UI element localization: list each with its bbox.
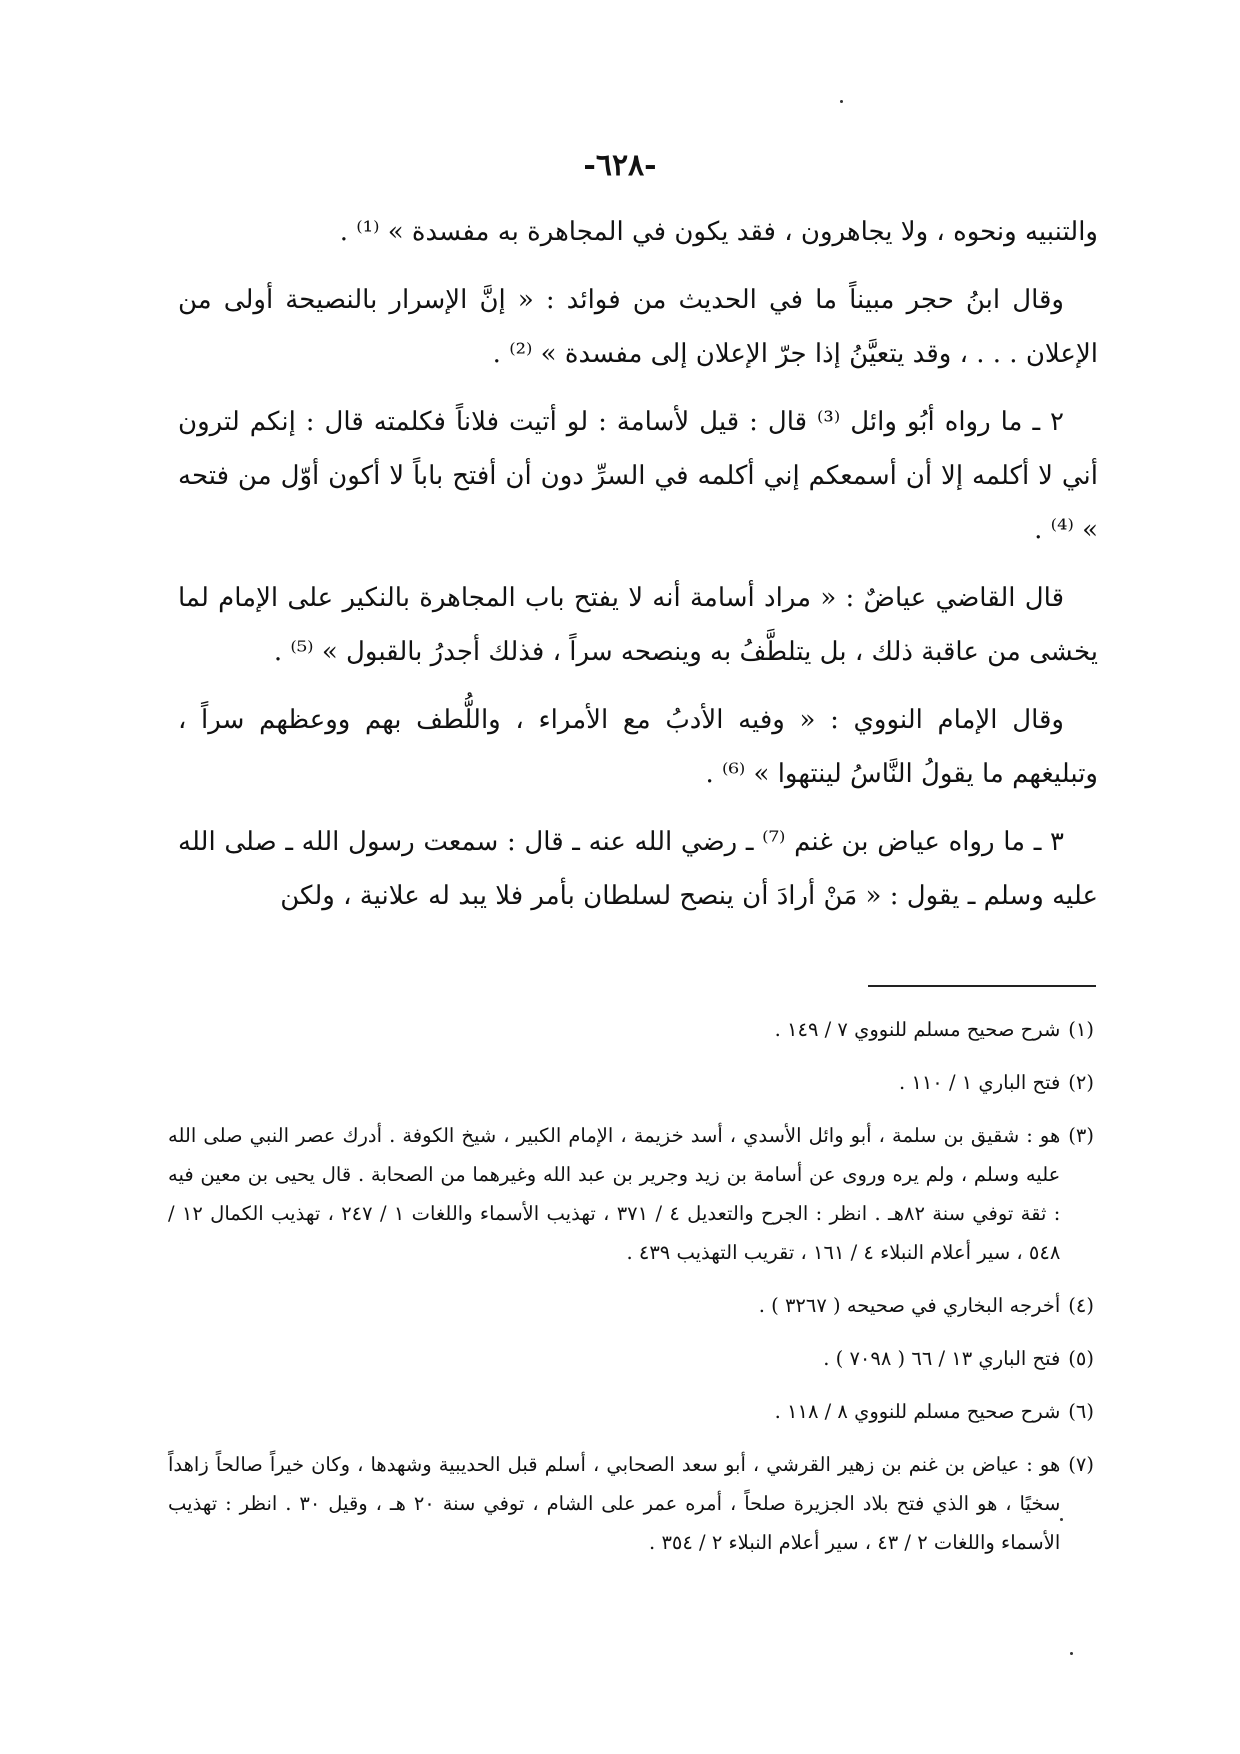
footnote-text: هو : عياض بن غنم بن زهير القرشي ، أبو سعد الصحابي ، أسلم قبل الحديبية وشهدها ، وكان خيراً صالحاً زاهداً سخيًا ، هو الذي فتح بلاد الجزيرة صلحاً ، أمره عمر على الشام ، توفي سنة ٢٠ هـ ، وقيل ٣٠ . انظر : تهذيب الأسماء واللغات ٢ / ٤٣ ، سير أعلام النبلاء ٢ / ٣٥٤ . <box>168 1453 1061 1554</box>
footnote-number: (٢) <box>1068 1071 1094 1094</box>
paragraph: والتنبيه ونحوه ، ولا يجاهرون ، فقد يكون في المجاهرة به مفسدة » ⁽¹⁾ . <box>339 217 1098 247</box>
scan-speck <box>840 100 843 103</box>
paragraph: قال القاضي عياضٌ : « مراد أسامة أنه لا يفتح باب المجاهرة بالنكير على الإمام لما يخشى من عاقبة ذلك ، بل يتلطَّفُ به وينصحه سراً ، فذلك أجدرُ بالقبول » ⁽⁵⁾ . <box>178 583 1098 667</box>
footnote-text: فتح الباري ١٣ / ٦٦ ( ٧٠٩٨ ) . <box>823 1347 1061 1370</box>
footnote-number: (٥) <box>1068 1347 1094 1370</box>
footnote-number: (١) <box>1068 1018 1094 1041</box>
paragraph: وقال الإمام النووي : « وفيه الأدبُ مع الأمراء ، واللُّطف بهم ووعظهم سراً ، وتبليغهم ما يقولُ النَّاسُ لينتهوا » ⁽⁶⁾ . <box>178 705 1098 789</box>
footnote-text: فتح الباري ١ / ١١٠ . <box>898 1071 1061 1094</box>
footnote <box>168 1339 1094 1378</box>
scan-speck <box>1070 1652 1073 1655</box>
paragraph: ٣ ـ ما رواه عياض بن غنم ⁽⁷⁾ ـ رضي الله عنه ـ قال : سمعت رسول الله ـ صلى الله عليه وسلم ـ يقول : « مَنْ أرادَ أن ينصح لسلطان بأمر فلا يبد له علانية ، ولكن <box>178 827 1098 911</box>
footnotes <box>168 1010 1094 1576</box>
footnote <box>168 1063 1094 1102</box>
footnote <box>168 1286 1094 1325</box>
footnote-number: (٣) <box>1068 1124 1094 1147</box>
page-number: -٦٢٨- <box>583 148 657 183</box>
footnote <box>168 1010 1094 1049</box>
footnote-text: أخرجه البخاري في صحيحه ( ٣٢٦٧ ) . <box>758 1294 1061 1317</box>
footnote-text: شرح صحيح مسلم للنووي ٨ / ١١٨ . <box>774 1400 1061 1423</box>
scan-speck <box>1060 1518 1063 1521</box>
footnote <box>168 1116 1094 1272</box>
footnote-text: هو : شقيق بن سلمة ، أبو وائل الأسدي ، أسد خزيمة ، الإمام الكبير ، شيخ الكوفة . أدرك عصر النبي صلى الله عليه وسلم ، ولم يره وروى عن أسامة بن زيد وجرير بن عبد الله وغيرهما من الصحابة . قال يحيى بن معين فيه : ثقة توفي سنة ٨٢هـ . انظر : الجرح والتعديل ٤ / ٣٧١ ، تهذيب الأسماء واللغات ١ / ٢٤٧ ، تهذيب الكمال ١٢ / ٥٤٨ ، سير أعلام النبلاء ٤ / ١٦١ ، تقريب التهذيب ٤٣٩ . <box>168 1124 1061 1264</box>
main-text <box>178 205 1098 937</box>
footnote <box>168 1445 1094 1562</box>
paragraph: ٢ ـ ما رواه أبُو وائل ⁽³⁾ قال : قيل لأسامة : لو أتيت فلاناً فكلمته قال : إنكم لترون أني لا أكلمه إلا أن أسمعكم إني أكلمه في السرِّ دون أن أفتح باباً لا أكون أوّل من فتحه » ⁽⁴⁾ . <box>178 407 1098 545</box>
footnote-text: شرح صحيح مسلم للنووي ٧ / ١٤٩ . <box>774 1018 1061 1041</box>
footnote-number: (٦) <box>1068 1400 1094 1423</box>
footnote-number: (٧) <box>1068 1453 1094 1476</box>
footnote-divider <box>868 985 1096 987</box>
paragraph: وقال ابنُ حجر مبيناً ما في الحديث من فوائد : « إنَّ الإسرار بالنصيحة أولى من الإعلان . . . ، وقد يتعيَّنُ إذا جرّ الإعلان إلى مفسدة » ⁽²⁾ . <box>178 285 1098 369</box>
footnote <box>168 1392 1094 1431</box>
footnote-number: (٤) <box>1068 1294 1094 1317</box>
